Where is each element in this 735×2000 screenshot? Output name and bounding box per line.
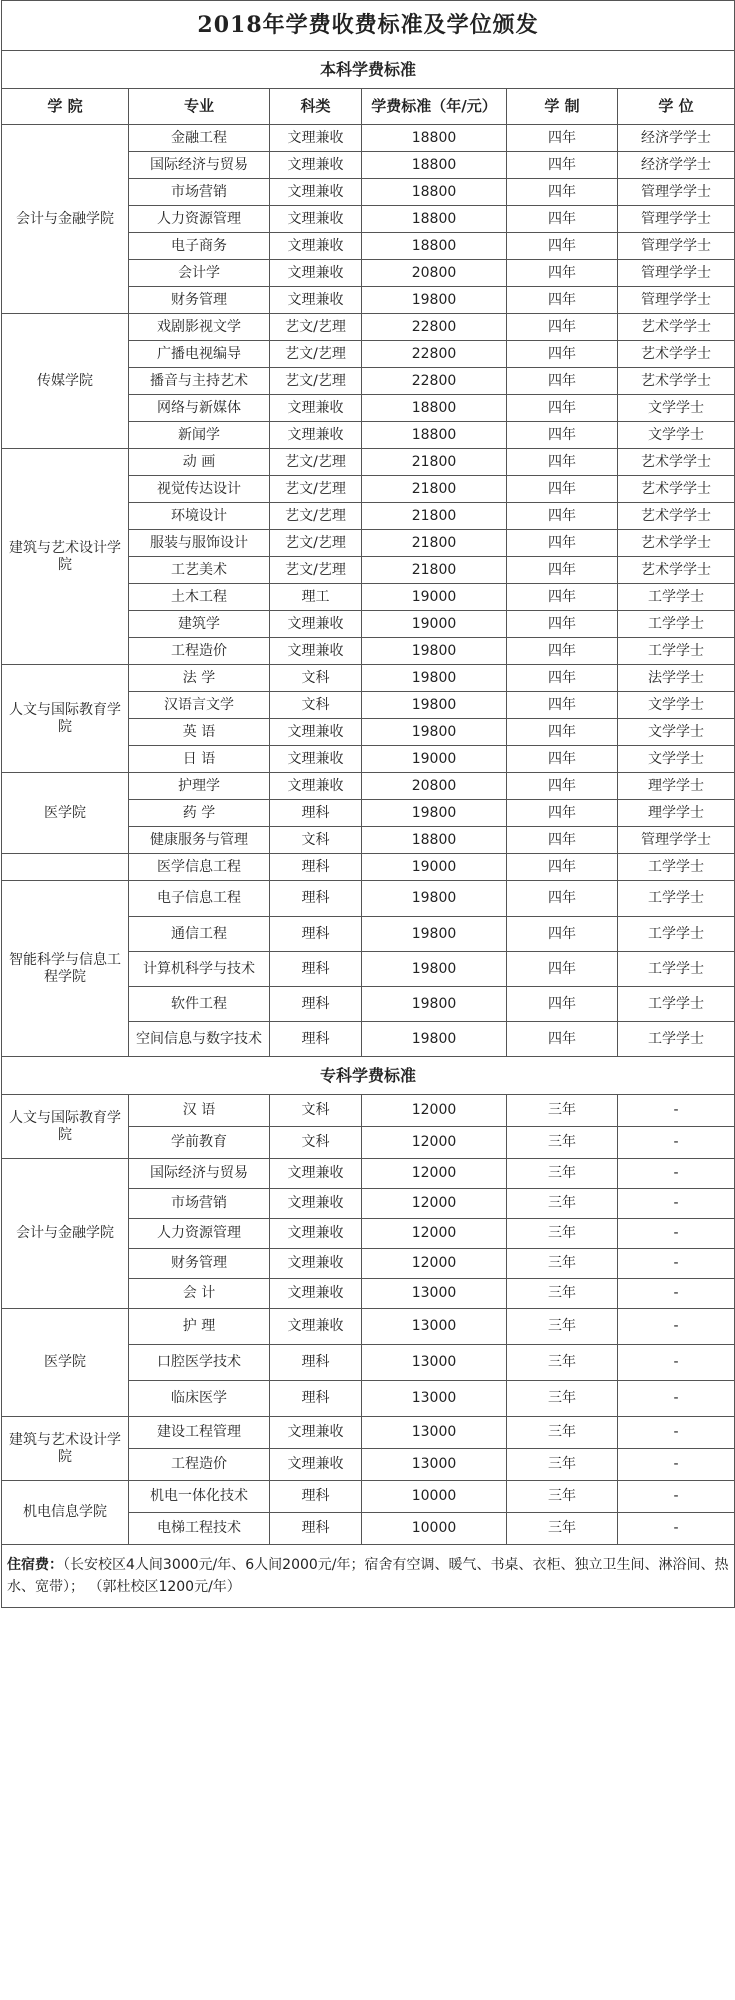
category-cell: 艺文/艺理 (270, 449, 362, 476)
duration-cell: 四年 (507, 287, 618, 314)
category-cell: 理科 (270, 881, 362, 917)
college-cell: 传媒学院 (2, 314, 129, 449)
degree-cell: 管理学学士 (618, 179, 735, 206)
category-cell: 文理兼收 (270, 152, 362, 179)
duration-cell: 四年 (507, 1022, 618, 1057)
degree-cell: - (618, 1189, 735, 1219)
degree-cell: - (618, 1381, 735, 1417)
duration-cell: 四年 (507, 881, 618, 917)
category-cell: 文理兼收 (270, 206, 362, 233)
category-cell: 文科 (270, 1095, 362, 1127)
table-row (2, 1159, 735, 1189)
category-cell: 文理兼收 (270, 1189, 362, 1219)
fee-cell: 19800 (362, 665, 507, 692)
table-row (2, 1417, 735, 1449)
fee-cell: 18800 (362, 206, 507, 233)
duration-cell: 三年 (507, 1249, 618, 1279)
major-cell: 电梯工程技术 (129, 1513, 270, 1545)
major-cell: 医学信息工程 (129, 854, 270, 881)
college-cell: 会计与金融学院 (2, 125, 129, 314)
major-cell: 护理学 (129, 773, 270, 800)
college-cell: 人文与国际教育学院 (2, 1095, 129, 1159)
fee-cell: 19800 (362, 719, 507, 746)
degree-cell: 经济学学士 (618, 152, 735, 179)
duration-cell: 四年 (507, 800, 618, 827)
degree-cell: 工学学士 (618, 584, 735, 611)
category-cell: 文理兼收 (270, 1219, 362, 1249)
college-cell (2, 854, 129, 881)
duration-cell: 四年 (507, 260, 618, 287)
major-cell: 环境设计 (129, 503, 270, 530)
college-cell: 机电信息学院 (2, 1481, 129, 1545)
category-cell: 文理兼收 (270, 719, 362, 746)
duration-cell: 三年 (507, 1513, 618, 1545)
major-cell: 健康服务与管理 (129, 827, 270, 854)
fee-cell: 12000 (362, 1189, 507, 1219)
duration-cell: 四年 (507, 206, 618, 233)
category-cell: 文理兼收 (270, 1309, 362, 1345)
duration-cell: 三年 (507, 1345, 618, 1381)
fee-cell: 19800 (362, 881, 507, 917)
duration-cell: 四年 (507, 611, 618, 638)
major-cell: 服装与服饰设计 (129, 530, 270, 557)
college-cell: 建筑与艺术设计学院 (2, 449, 129, 665)
title-row (2, 1, 735, 51)
fee-cell: 12000 (362, 1127, 507, 1159)
category-cell: 文科 (270, 692, 362, 719)
major-cell: 学前教育 (129, 1127, 270, 1159)
degree-cell: - (618, 1513, 735, 1545)
degree-cell: 文学学士 (618, 746, 735, 773)
category-cell: 文理兼收 (270, 179, 362, 206)
category-cell: 文科 (270, 665, 362, 692)
category-cell: 文理兼收 (270, 773, 362, 800)
duration-cell: 四年 (507, 719, 618, 746)
major-cell: 法 学 (129, 665, 270, 692)
degree-cell: 文学学士 (618, 422, 735, 449)
degree-cell: 工学学士 (618, 987, 735, 1022)
category-cell: 艺文/艺理 (270, 557, 362, 584)
degree-cell: 文学学士 (618, 692, 735, 719)
major-cell: 口腔医学技术 (129, 1345, 270, 1381)
major-cell: 土木工程 (129, 584, 270, 611)
major-cell: 护 理 (129, 1309, 270, 1345)
major-cell: 计算机科学与技术 (129, 952, 270, 987)
duration-cell: 四年 (507, 503, 618, 530)
degree-cell: 艺术学学士 (618, 341, 735, 368)
fee-cell: 10000 (362, 1481, 507, 1513)
major-cell: 会计学 (129, 260, 270, 287)
major-cell: 财务管理 (129, 1249, 270, 1279)
degree-cell: 文学学士 (618, 395, 735, 422)
duration-cell: 四年 (507, 773, 618, 800)
degree-cell: 管理学学士 (618, 233, 735, 260)
major-cell: 播音与主持艺术 (129, 368, 270, 395)
college-cell: 医学院 (2, 1309, 129, 1417)
category-cell: 理科 (270, 952, 362, 987)
table-row (2, 125, 735, 152)
degree-cell: 工学学士 (618, 854, 735, 881)
fee-cell: 12000 (362, 1249, 507, 1279)
major-cell: 软件工程 (129, 987, 270, 1022)
accommodation-row (2, 1545, 735, 1608)
category-cell: 文理兼收 (270, 233, 362, 260)
fee-cell: 19800 (362, 287, 507, 314)
fee-cell: 19800 (362, 1022, 507, 1057)
category-cell: 文理兼收 (270, 260, 362, 287)
major-cell: 建设工程管理 (129, 1417, 270, 1449)
fee-cell: 19800 (362, 987, 507, 1022)
degree-cell: 管理学学士 (618, 206, 735, 233)
category-cell: 文科 (270, 1127, 362, 1159)
header-major: 专业 (129, 89, 270, 125)
major-cell: 国际经济与贸易 (129, 1159, 270, 1189)
degree-cell: - (618, 1309, 735, 1345)
duration-cell: 三年 (507, 1189, 618, 1219)
fee-cell: 20800 (362, 260, 507, 287)
category-cell: 理科 (270, 1481, 362, 1513)
fee-cell: 19000 (362, 746, 507, 773)
category-cell: 理工 (270, 584, 362, 611)
table-row (2, 773, 735, 800)
fee-cell: 12000 (362, 1095, 507, 1127)
degree-cell: 管理学学士 (618, 827, 735, 854)
major-cell: 会 计 (129, 1279, 270, 1309)
category-cell: 文理兼收 (270, 746, 362, 773)
fee-cell: 10000 (362, 1513, 507, 1545)
major-cell: 空间信息与数字技术 (129, 1022, 270, 1057)
duration-cell: 四年 (507, 233, 618, 260)
degree-cell: - (618, 1249, 735, 1279)
category-cell: 文理兼收 (270, 611, 362, 638)
degree-cell: - (618, 1417, 735, 1449)
category-cell: 理科 (270, 854, 362, 881)
category-cell: 理科 (270, 987, 362, 1022)
duration-cell: 四年 (507, 827, 618, 854)
table-row (2, 314, 735, 341)
major-cell: 国际经济与贸易 (129, 152, 270, 179)
duration-cell: 四年 (507, 584, 618, 611)
fee-cell: 13000 (362, 1381, 507, 1417)
accommodation-text: （长安校区4人间3000元/年、6人间2000元/年；宿舍有空调、暖气、书桌、衣柜、独立卫生间、淋浴间、热水、宽带）； （郭杜校区1200元/年） (7, 1557, 729, 1595)
duration-cell: 四年 (507, 476, 618, 503)
major-cell: 网络与新媒体 (129, 395, 270, 422)
duration-cell: 四年 (507, 665, 618, 692)
fee-cell: 18800 (362, 152, 507, 179)
degree-cell: - (618, 1345, 735, 1381)
duration-cell: 三年 (507, 1381, 618, 1417)
degree-cell: - (618, 1279, 735, 1309)
major-cell: 汉语言文学 (129, 692, 270, 719)
duration-cell: 三年 (507, 1095, 618, 1127)
category-cell: 理科 (270, 800, 362, 827)
category-cell: 文理兼收 (270, 1249, 362, 1279)
degree-cell: 艺术学学士 (618, 557, 735, 584)
major-cell: 机电一体化技术 (129, 1481, 270, 1513)
degree-cell: 工学学士 (618, 952, 735, 987)
degree-cell: - (618, 1449, 735, 1481)
duration-cell: 四年 (507, 368, 618, 395)
major-cell: 工程造价 (129, 1449, 270, 1481)
fee-cell: 21800 (362, 557, 507, 584)
degree-cell: 文学学士 (618, 719, 735, 746)
degree-cell: 理学学士 (618, 800, 735, 827)
duration-cell: 三年 (507, 1449, 618, 1481)
page-title: 2018年学费收费标准及学位颁发 (2, 1, 735, 51)
duration-cell: 四年 (507, 341, 618, 368)
degree-cell: - (618, 1481, 735, 1513)
fee-cell: 13000 (362, 1279, 507, 1309)
major-cell: 临床医学 (129, 1381, 270, 1417)
degree-cell: 理学学士 (618, 773, 735, 800)
fee-cell: 12000 (362, 1159, 507, 1189)
degree-cell: 管理学学士 (618, 260, 735, 287)
fee-cell: 13000 (362, 1417, 507, 1449)
major-cell: 戏剧影视文学 (129, 314, 270, 341)
header-degree: 学 位 (618, 89, 735, 125)
degree-cell: 艺术学学士 (618, 368, 735, 395)
category-cell: 理科 (270, 1513, 362, 1545)
vocational-section-title: 专科学费标准 (2, 1057, 735, 1095)
major-cell: 市场营销 (129, 179, 270, 206)
fee-cell: 13000 (362, 1345, 507, 1381)
undergrad-section-title: 本科学费标准 (2, 51, 735, 89)
major-cell: 动 画 (129, 449, 270, 476)
table-row (2, 1481, 735, 1513)
category-cell: 文理兼收 (270, 395, 362, 422)
degree-cell: - (618, 1127, 735, 1159)
degree-cell: 工学学士 (618, 638, 735, 665)
duration-cell: 四年 (507, 854, 618, 881)
duration-cell: 四年 (507, 125, 618, 152)
fee-cell: 19800 (362, 952, 507, 987)
category-cell: 文理兼收 (270, 638, 362, 665)
fee-cell: 22800 (362, 314, 507, 341)
category-cell: 文理兼收 (270, 1159, 362, 1189)
category-cell: 文理兼收 (270, 287, 362, 314)
fee-cell: 21800 (362, 449, 507, 476)
fee-cell: 21800 (362, 476, 507, 503)
duration-cell: 四年 (507, 746, 618, 773)
duration-cell: 三年 (507, 1417, 618, 1449)
fee-cell: 21800 (362, 503, 507, 530)
fee-cell: 20800 (362, 773, 507, 800)
fee-cell: 18800 (362, 179, 507, 206)
duration-cell: 四年 (507, 314, 618, 341)
major-cell: 药 学 (129, 800, 270, 827)
fee-table (1, 0, 735, 1608)
major-cell: 视觉传达设计 (129, 476, 270, 503)
degree-cell: 管理学学士 (618, 287, 735, 314)
fee-cell: 18800 (362, 422, 507, 449)
degree-cell: 艺术学学士 (618, 314, 735, 341)
major-cell: 通信工程 (129, 917, 270, 952)
degree-cell: - (618, 1159, 735, 1189)
major-cell: 英 语 (129, 719, 270, 746)
major-cell: 广播电视编导 (129, 341, 270, 368)
fee-cell: 22800 (362, 341, 507, 368)
degree-cell: 艺术学学士 (618, 503, 735, 530)
major-cell: 金融工程 (129, 125, 270, 152)
fee-cell: 19800 (362, 638, 507, 665)
major-cell: 日 语 (129, 746, 270, 773)
degree-cell: 工学学士 (618, 1022, 735, 1057)
category-cell: 文理兼收 (270, 125, 362, 152)
major-cell: 汉 语 (129, 1095, 270, 1127)
degree-cell: 艺术学学士 (618, 530, 735, 557)
duration-cell: 四年 (507, 952, 618, 987)
degree-cell: - (618, 1219, 735, 1249)
major-cell: 电子商务 (129, 233, 270, 260)
category-cell: 艺文/艺理 (270, 314, 362, 341)
duration-cell: 四年 (507, 152, 618, 179)
major-cell: 市场营销 (129, 1189, 270, 1219)
header-duration: 学 制 (507, 89, 618, 125)
duration-cell: 四年 (507, 987, 618, 1022)
category-cell: 艺文/艺理 (270, 503, 362, 530)
table-row (2, 881, 735, 917)
category-cell: 理科 (270, 917, 362, 952)
fee-cell: 19000 (362, 854, 507, 881)
fee-cell: 13000 (362, 1309, 507, 1345)
category-cell: 理科 (270, 1345, 362, 1381)
vocational-section-row (2, 1057, 735, 1095)
fee-cell: 19000 (362, 611, 507, 638)
category-cell: 文科 (270, 827, 362, 854)
header-college: 学 院 (2, 89, 129, 125)
degree-cell: 艺术学学士 (618, 476, 735, 503)
degree-cell: 工学学士 (618, 917, 735, 952)
college-cell: 人文与国际教育学院 (2, 665, 129, 773)
header-row (2, 89, 735, 125)
fee-cell: 13000 (362, 1449, 507, 1481)
fee-cell: 12000 (362, 1219, 507, 1249)
major-cell: 工艺美术 (129, 557, 270, 584)
category-cell: 理科 (270, 1381, 362, 1417)
accommodation-note (2, 1545, 735, 1608)
category-cell: 艺文/艺理 (270, 368, 362, 395)
duration-cell: 四年 (507, 692, 618, 719)
duration-cell: 三年 (507, 1127, 618, 1159)
duration-cell: 三年 (507, 1159, 618, 1189)
degree-cell: 法学学士 (618, 665, 735, 692)
category-cell: 文理兼收 (270, 1279, 362, 1309)
category-cell: 文理兼收 (270, 422, 362, 449)
major-cell: 财务管理 (129, 287, 270, 314)
fee-cell: 22800 (362, 368, 507, 395)
undergrad-section-row (2, 51, 735, 89)
degree-cell: 经济学学士 (618, 125, 735, 152)
college-cell: 医学院 (2, 773, 129, 854)
major-cell: 电子信息工程 (129, 881, 270, 917)
degree-cell: 艺术学学士 (618, 449, 735, 476)
duration-cell: 四年 (507, 422, 618, 449)
category-cell: 艺文/艺理 (270, 476, 362, 503)
fee-cell: 18800 (362, 233, 507, 260)
fee-cell: 19800 (362, 692, 507, 719)
major-cell: 人力资源管理 (129, 206, 270, 233)
fee-cell: 18800 (362, 125, 507, 152)
accommodation-label: 住宿费： (7, 1557, 63, 1573)
degree-cell: 工学学士 (618, 881, 735, 917)
duration-cell: 四年 (507, 557, 618, 584)
duration-cell: 三年 (507, 1309, 618, 1345)
fee-cell: 21800 (362, 530, 507, 557)
college-cell: 智能科学与信息工程学院 (2, 881, 129, 1057)
duration-cell: 四年 (507, 917, 618, 952)
category-cell: 艺文/艺理 (270, 341, 362, 368)
major-cell: 人力资源管理 (129, 1219, 270, 1249)
duration-cell: 四年 (507, 395, 618, 422)
duration-cell: 四年 (507, 638, 618, 665)
table-row (2, 854, 735, 881)
fee-cell: 19000 (362, 584, 507, 611)
degree-cell: 工学学士 (618, 611, 735, 638)
table-row (2, 449, 735, 476)
duration-cell: 三年 (507, 1219, 618, 1249)
college-cell: 会计与金融学院 (2, 1159, 129, 1309)
major-cell: 建筑学 (129, 611, 270, 638)
degree-cell: - (618, 1095, 735, 1127)
table-row (2, 665, 735, 692)
duration-cell: 四年 (507, 179, 618, 206)
duration-cell: 四年 (507, 530, 618, 557)
fee-cell: 19800 (362, 800, 507, 827)
category-cell: 理科 (270, 1022, 362, 1057)
category-cell: 文理兼收 (270, 1449, 362, 1481)
college-cell: 建筑与艺术设计学院 (2, 1417, 129, 1481)
header-fee: 学费标准（年/元） (362, 89, 507, 125)
fee-cell: 19800 (362, 917, 507, 952)
table-row (2, 1309, 735, 1345)
header-category: 科类 (270, 89, 362, 125)
duration-cell: 三年 (507, 1279, 618, 1309)
major-cell: 新闻学 (129, 422, 270, 449)
major-cell: 工程造价 (129, 638, 270, 665)
category-cell: 文理兼收 (270, 1417, 362, 1449)
fee-cell: 18800 (362, 827, 507, 854)
category-cell: 艺文/艺理 (270, 530, 362, 557)
table-row (2, 1095, 735, 1127)
duration-cell: 三年 (507, 1481, 618, 1513)
duration-cell: 四年 (507, 449, 618, 476)
fee-cell: 18800 (362, 395, 507, 422)
